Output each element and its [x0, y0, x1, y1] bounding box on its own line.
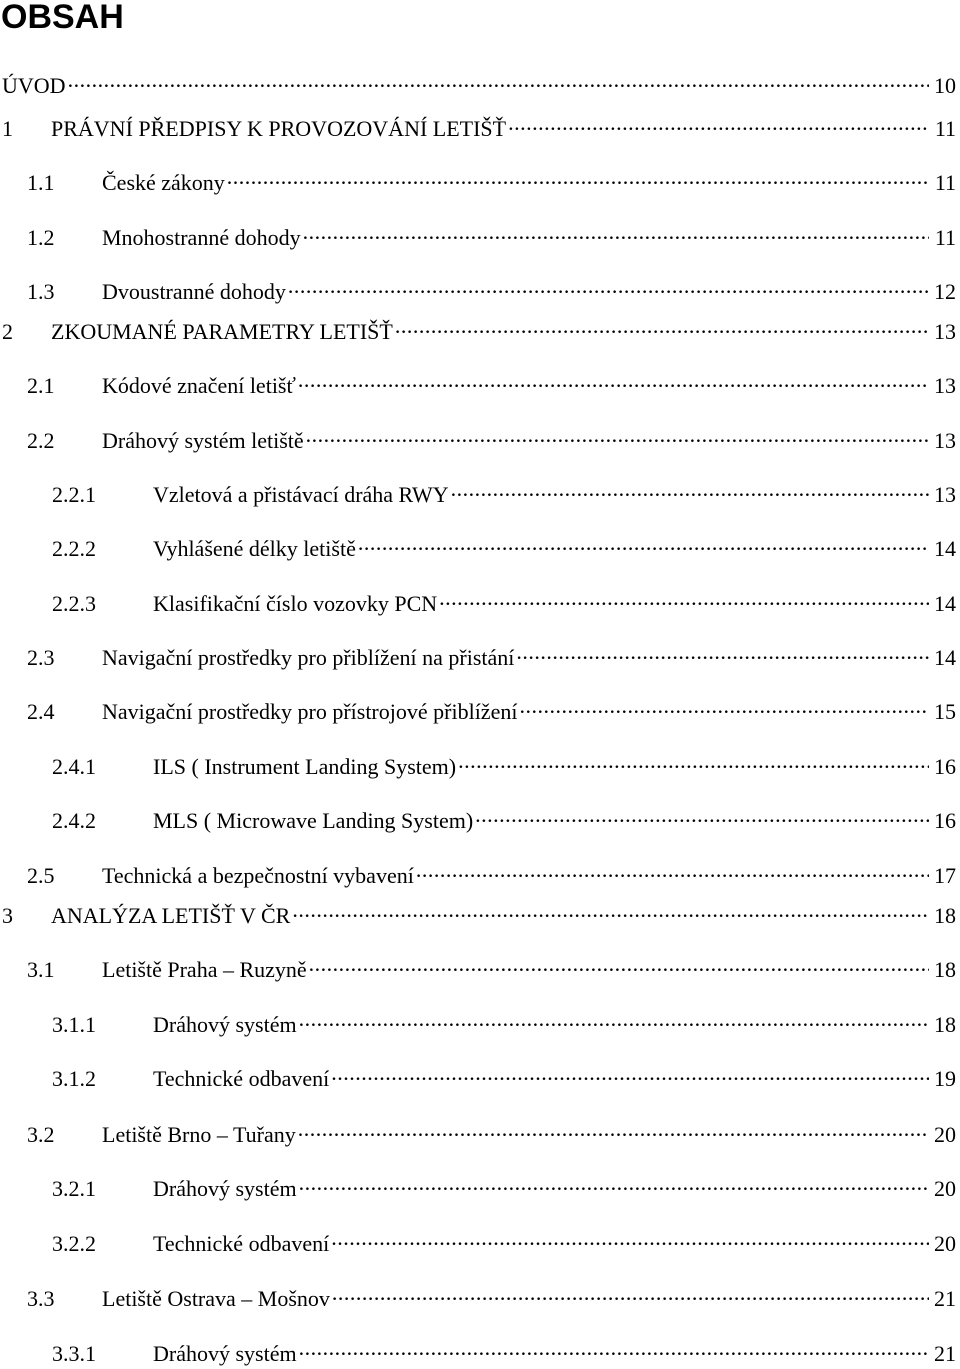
toc-entry-page-number: 14 — [934, 591, 956, 616]
toc-entry-page-number: 20 — [934, 1231, 956, 1256]
toc-entry-title: ÚVOD — [2, 73, 66, 98]
toc-dot-leader — [298, 1120, 929, 1142]
toc-entry-title: Letiště Ostrava – Mošnov — [102, 1286, 330, 1311]
toc-entry[interactable] — [27, 643, 956, 673]
toc-entry-page-number: 14 — [934, 536, 956, 561]
toc-entry-number: 3.1.2 — [52, 1066, 96, 1091]
toc-entry-page-number: 20 — [934, 1176, 956, 1201]
toc-entry-number: 2 — [2, 319, 13, 344]
toc-entry-title: ILS ( Instrument Landing System) — [153, 754, 457, 779]
toc-entry[interactable] — [2, 901, 956, 931]
toc-entry-number: 2.4 — [27, 699, 55, 724]
page-title: OBSAH — [1, 0, 124, 36]
toc-dot-leader — [306, 426, 929, 448]
toc-entry-page-number: 19 — [934, 1066, 956, 1091]
toc-entry-page-number: 18 — [934, 903, 956, 928]
toc-entry-title: ZKOUMANÉ PARAMETRY LETIŠŤ — [51, 319, 393, 344]
toc-dot-leader — [299, 1174, 929, 1196]
toc-entry-page-number: 16 — [934, 808, 956, 833]
toc-entry-title: Navigační prostředky pro přiblížení na přistání — [102, 645, 515, 670]
toc-entry-title: Technické odbavení — [153, 1066, 330, 1091]
toc-entry[interactable] — [52, 534, 956, 564]
toc-entry[interactable] — [27, 371, 956, 401]
toc-dot-leader — [416, 861, 929, 883]
toc-dot-leader — [395, 317, 929, 339]
toc-entry-page-number: 13 — [934, 373, 956, 398]
toc-dot-leader — [331, 1064, 929, 1086]
toc-entry-page-number: 18 — [934, 957, 956, 982]
toc-entry-page-number: 20 — [934, 1122, 956, 1147]
toc-entry[interactable] — [27, 861, 956, 891]
toc-dot-leader — [451, 480, 929, 502]
toc-entry-title: ANALÝZA LETIŠŤ V ČR — [51, 903, 291, 928]
toc-entry[interactable] — [52, 1064, 956, 1094]
toc-dot-leader — [309, 955, 929, 977]
toc-entry-number: 2.3 — [27, 645, 55, 670]
toc-entry-page-number: 11 — [934, 116, 956, 141]
toc-entry-title: Technické odbavení — [153, 1231, 330, 1256]
toc-entry-title: Vzletová a přistávací dráha RWY — [153, 482, 449, 507]
toc-entry-number: 1 — [2, 116, 13, 141]
toc-dot-leader — [508, 114, 929, 136]
toc-entry-title: Dráhový systém letiště — [102, 428, 304, 453]
toc-entry-number: 2.2.1 — [52, 482, 96, 507]
toc-entry[interactable] — [52, 1174, 956, 1204]
toc-entry-title: Letiště Praha – Ruzyně — [102, 957, 307, 982]
toc-entry[interactable] — [27, 1284, 956, 1314]
toc-entry[interactable] — [27, 223, 956, 253]
toc-entry-title: Dráhový systém — [153, 1012, 297, 1037]
toc-entry-number: 1.3 — [27, 279, 55, 304]
toc-entry-page-number: 15 — [934, 699, 956, 724]
toc-dot-leader — [458, 752, 929, 774]
toc-entry-number: 3.2.1 — [52, 1176, 96, 1201]
toc-entry[interactable] — [27, 168, 956, 198]
toc-entry[interactable] — [27, 697, 956, 727]
toc-entry-page-number: 14 — [934, 645, 956, 670]
toc-entry-title: Technická a bezpečnostní vybavení — [102, 863, 414, 888]
toc-entry-page-number: 17 — [934, 863, 956, 888]
toc-entry-page-number: 16 — [934, 754, 956, 779]
toc-entry-page-number: 11 — [934, 170, 956, 195]
toc-entry-title: Kódové značení letišť — [102, 373, 296, 398]
toc-entry[interactable] — [52, 806, 956, 836]
toc-entry[interactable] — [52, 1339, 956, 1369]
toc-dot-leader — [227, 168, 929, 190]
toc-dot-leader — [292, 901, 929, 923]
toc-entry-page-number: 21 — [934, 1286, 956, 1311]
toc-entry-number: 3 — [2, 903, 13, 928]
toc-entry-page-number: 13 — [934, 428, 956, 453]
toc-entry[interactable] — [2, 114, 956, 144]
toc-entry[interactable] — [27, 277, 956, 307]
toc-dot-leader — [516, 643, 929, 665]
toc-entry-number: 3.3.1 — [52, 1341, 96, 1366]
toc-entry[interactable] — [52, 1229, 956, 1259]
toc-entry[interactable] — [2, 317, 956, 347]
toc-entry-title: MLS ( Microwave Landing System) — [153, 808, 474, 833]
toc-entry[interactable] — [52, 480, 956, 510]
toc-entry-number: 3.3 — [27, 1286, 55, 1311]
toc-entry-title: Dráhový systém — [153, 1176, 297, 1201]
toc-entry-number: 2.1 — [27, 373, 55, 398]
toc-dot-leader — [299, 1010, 929, 1032]
toc-entry-title: Mnohostranné dohody — [102, 225, 301, 250]
toc-entry-page-number: 18 — [934, 1012, 956, 1037]
toc-entry-number: 3.1 — [27, 957, 55, 982]
toc-entry-title: Klasifikační číslo vozovky PCN — [153, 591, 438, 616]
toc-entry-title: Navigační prostředky pro přístrojové přiblížení — [102, 699, 518, 724]
toc-dot-leader — [331, 1229, 929, 1251]
toc-entry-number: 2.2.2 — [52, 536, 96, 561]
toc-entry[interactable] — [52, 752, 956, 782]
toc-entry[interactable] — [27, 955, 956, 985]
toc-entry-title: Vyhlášené délky letiště — [153, 536, 356, 561]
toc-dot-leader — [299, 1339, 929, 1361]
toc-entry-title: Dvoustranné dohody — [102, 279, 286, 304]
toc-entry-number: 2.4.1 — [52, 754, 96, 779]
toc-entry-number: 3.2 — [27, 1122, 55, 1147]
toc-entry[interactable] — [27, 426, 956, 456]
toc-dot-leader — [68, 71, 929, 93]
toc-entry[interactable] — [52, 1010, 956, 1040]
toc-entry-title: České zákony — [102, 170, 225, 195]
toc-dot-leader — [475, 806, 929, 828]
toc-entry-title: Dráhový systém — [153, 1341, 297, 1366]
toc-entry-title: PRÁVNÍ PŘEDPISY K PROVOZOVÁNÍ LETIŠŤ — [51, 116, 507, 141]
toc-entry-title: Letiště Brno – Tuřany — [102, 1122, 296, 1147]
toc-entry[interactable] — [27, 1120, 956, 1150]
toc-dot-leader — [332, 1284, 929, 1306]
toc-entry-number: 2.4.2 — [52, 808, 96, 833]
toc-entry-number: 3.1.1 — [52, 1012, 96, 1037]
toc-dot-leader — [519, 697, 929, 719]
toc-entry-page-number: 10 — [934, 73, 956, 98]
toc-dot-leader — [303, 223, 929, 245]
toc-entry-page-number: 13 — [934, 482, 956, 507]
toc-entry-number: 1.2 — [27, 225, 55, 250]
toc-entry-number: 1.1 — [27, 170, 55, 195]
toc-dot-leader — [358, 534, 929, 556]
toc-entry-number: 2.2.3 — [52, 591, 96, 616]
toc-entry-page-number: 21 — [934, 1341, 956, 1366]
toc-entry-page-number: 12 — [934, 279, 956, 304]
toc-entry[interactable] — [2, 71, 956, 101]
toc-entry-number: 2.2 — [27, 428, 55, 453]
toc-entry-number: 3.2.2 — [52, 1231, 96, 1256]
toc-dot-leader — [298, 371, 929, 393]
toc-dot-leader — [288, 277, 929, 299]
toc-entry-page-number: 13 — [934, 319, 956, 344]
toc-dot-leader — [439, 589, 929, 611]
toc-entry-number: 2.5 — [27, 863, 55, 888]
toc-entry-page-number: 11 — [934, 225, 956, 250]
toc-entry[interactable] — [52, 589, 956, 619]
